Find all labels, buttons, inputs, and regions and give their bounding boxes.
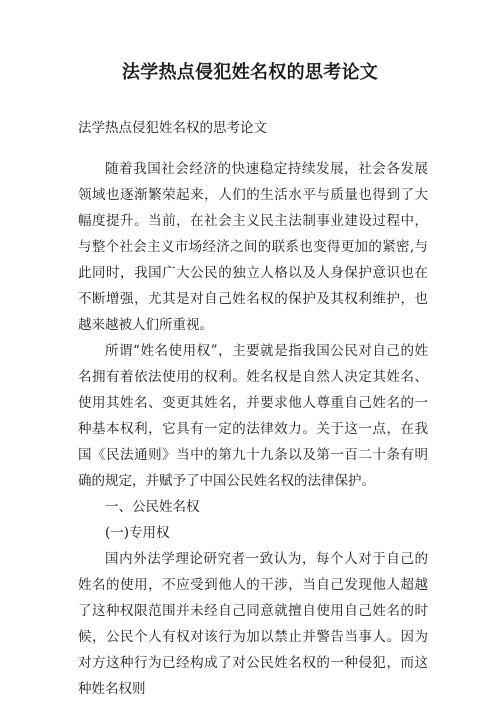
document-body <box>78 156 428 702</box>
paragraph-exclusive-right: 国内外法学理论研究者一致认为，每个人对于自己的姓名的使用，不应受到他人的干涉，当自己发现他人超越了这种权限范围并未经自己同意就擅自使用自己姓名的时候，公民个人有权对该行为加以禁止并警告当事人。因为对方这种行为已经构成了对公民姓名权的一种侵犯，而这种姓名权则 <box>78 551 428 697</box>
subsection-heading: (一)专用权 <box>105 525 170 541</box>
document-subtitle: 法学热点侵犯姓名权的思考论文 <box>78 120 267 136</box>
document-title: 法学热点侵犯姓名权的思考论文 <box>121 62 379 83</box>
paragraph-name-right-definition: 所谓“姓名使用权”，主要就是指我国公民对自己的姓名拥有着依法使用的权利。姓名权是自然人决定其姓名、使用其姓名、变更其姓名，并要求他人尊重自己姓名的一种基本权利，它具有一定的法律效力。关于这一点，在我国《民法通则》当中的第九十九条以及第一百二十条有明确的规定，并赋予了中国公民姓名权的法律保护。 <box>78 343 428 489</box>
paragraph-intro: 随着我国社会经济的快速稳定持续发展，社会各发展领域也逐渐繁荣起来，人们的生活水平与质量也得到了大幅度提升。当前，在社会主义民主法制事业建设过程中，与整个社会主义市场经济之间的联系也变得更加的紧密,与此同时，我国广大公民的独立人格以及人身保护意识也在不断增强，尤其是对自己姓名权的保护及其权利维护，也越来越被人们所重视。 <box>78 161 428 333</box>
section-heading: 一、公民姓名权 <box>105 499 200 515</box>
